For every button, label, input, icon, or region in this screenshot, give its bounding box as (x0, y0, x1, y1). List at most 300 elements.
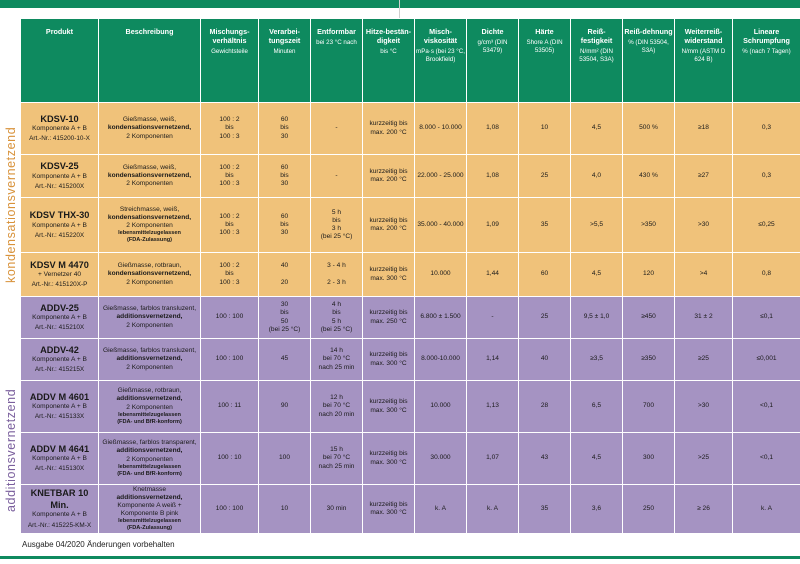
product-components: Komponente A + B (32, 403, 87, 411)
heat-resistance-cell (363, 155, 415, 198)
demold-cell (311, 253, 363, 297)
description-cell (99, 155, 201, 198)
pot-life-cell-line: 90 (280, 402, 289, 410)
table-row (21, 103, 800, 155)
heat-resistance-cell (363, 485, 415, 534)
demold-cell-line: 30 min (326, 504, 347, 512)
demold-cell-line: 4 h (331, 301, 342, 309)
heat-resistance-cell-line: kurzzeitig bis (369, 351, 408, 359)
top-accent-bar (0, 0, 800, 8)
column-header-unit: % (DIN 53504, S3A) (628, 39, 669, 54)
description-cell-line: 2 Komponenten (126, 363, 173, 371)
description-cell-line: lebensmittelzugelassen (118, 463, 181, 470)
column-header-title: Beschreibung (125, 27, 174, 36)
article-number: Art.-Nr.: 415220X (34, 231, 85, 239)
column-header (571, 19, 623, 103)
description-cell-line: 2 Komponenten (126, 403, 173, 411)
shrinkage-cell: ≤0,25 (733, 198, 800, 253)
product-cell (21, 339, 99, 381)
mix-ratio-cell-line: bis (225, 124, 234, 132)
demold-cell-line: nach 25 min (318, 462, 355, 470)
viscosity-cell: k. A (415, 485, 467, 534)
mix-ratio-cell-line: 100 : 100 (215, 355, 244, 363)
tear-resistance-cell: >30 (675, 198, 733, 253)
mix-ratio-cell-line: 100 : 3 (219, 278, 240, 286)
description-cell-line: (FDA- und BfR-konform) (117, 470, 182, 477)
description-cell-line: additionsvernetzend, (116, 493, 183, 501)
tear-resistance-cell: 31 ± 2 (675, 297, 733, 339)
demold-cell (311, 103, 363, 155)
column-header-unit: Minuten (273, 48, 296, 55)
hardness-cell: 10 (519, 103, 571, 155)
heat-resistance-cell-line: kurzzeitig bis (369, 167, 408, 175)
product-name: KDSV-10 (40, 113, 79, 124)
demold-cell-line: - (335, 124, 338, 132)
mix-ratio-cell-line: 100 : 100 (215, 313, 244, 321)
product-name: ADDV-42 (40, 344, 79, 355)
pot-life-cell-line: bis (280, 309, 289, 317)
product-name: KNETBAR 10 Min. (30, 488, 89, 510)
demold-cell-line: (bei 25 °C) (320, 233, 353, 241)
pot-life-cell-line: 45 (280, 355, 289, 363)
product-cell (21, 485, 99, 534)
tensile-strength-cell: 9,5 ± 1,0 (571, 297, 623, 339)
viscosity-cell: 30.000 (415, 433, 467, 485)
pot-life-cell-line: bis (280, 171, 289, 179)
heat-resistance-cell (363, 297, 415, 339)
shrinkage-cell: <0,1 (733, 381, 800, 433)
mix-ratio-cell-line: 100 : 100 (215, 504, 244, 512)
description-cell-line: Gießmasse, farblos transluzent, (102, 305, 197, 313)
tensile-strength-cell: 3,6 (571, 485, 623, 534)
elongation-cell: ≥350 (623, 339, 675, 381)
description-cell-line: 2 Komponenten (126, 278, 173, 286)
mix-ratio-cell-line: bis (225, 220, 234, 228)
demold-cell-line: (bei 25 °C) (320, 325, 353, 333)
table-row (21, 339, 800, 381)
hardness-cell: 35 (519, 198, 571, 253)
elongation-cell: 250 (623, 485, 675, 534)
description-cell (99, 198, 201, 253)
heat-resistance-cell (363, 381, 415, 433)
description-cell-line: Gießmasse, weiß, (122, 116, 177, 124)
tear-resistance-cell: ≥18 (675, 103, 733, 155)
description-cell-line: additionsvernetzend, (116, 447, 183, 455)
column-header-unit: Shore A (DIN 53505) (526, 39, 563, 54)
description-cell-line: (FDA-Zulassung) (126, 237, 173, 244)
product-cell (21, 297, 99, 339)
tear-resistance-cell: ≥27 (675, 155, 733, 198)
pot-life-cell-line (260, 270, 309, 278)
demold-cell (311, 381, 363, 433)
table-row (21, 198, 800, 253)
description-cell-line: 2 Komponenten (126, 455, 173, 463)
pot-life-cell-line: 20 (280, 278, 289, 286)
description-cell-line: additionsvernetzend, (116, 313, 183, 321)
column-header-title: Weiterreiß-widerstand (684, 27, 723, 45)
viscosity-cell: 10.000 (415, 381, 467, 433)
mix-ratio-cell (201, 339, 259, 381)
heat-resistance-cell (363, 253, 415, 297)
mix-ratio-cell-line: 100 : 2 (219, 262, 240, 270)
shrinkage-cell: k. A (733, 485, 800, 534)
heat-resistance-cell-line: max. 200 °C (370, 176, 407, 183)
pot-life-cell (259, 339, 311, 381)
viscosity-cell: 8.000-10.000 (415, 339, 467, 381)
footer-note: Ausgabe 04/2020 Änderungen vorbehalten (22, 540, 175, 549)
tensile-strength-cell: 4,0 (571, 155, 623, 198)
heat-resistance-cell-line: max. 300 °C (370, 406, 407, 414)
column-header-title: Entformbar (317, 27, 356, 36)
product-components: Komponente A + B (32, 221, 87, 229)
column-header-title: Mischungs-verhältnis (209, 27, 250, 45)
viscosity-cell: 8.000 - 10.000 (415, 103, 467, 155)
heat-resistance-cell (363, 198, 415, 253)
mix-ratio-cell (201, 103, 259, 155)
shrinkage-cell: ≤0,1 (733, 297, 800, 339)
heat-resistance-cell-line: kurzzeitig bis (369, 398, 408, 406)
heat-resistance-cell (363, 433, 415, 485)
product-components: Komponente A + B (32, 455, 87, 463)
description-cell-line: kondensationsvernetzend, (107, 213, 192, 221)
column-header (363, 19, 415, 103)
shrinkage-cell: 0,3 (733, 103, 800, 155)
pot-life-cell-line: 30 (280, 229, 289, 237)
product-components: Komponente A + B (32, 356, 87, 364)
table-row (21, 381, 800, 433)
elongation-cell: ≥450 (623, 297, 675, 339)
heat-resistance-cell-line: kurzzeitig bis (369, 500, 408, 508)
column-header-unit: bis °C (380, 48, 397, 55)
pot-life-cell (259, 381, 311, 433)
pot-life-cell (259, 485, 311, 534)
tensile-strength-cell: 4,5 (571, 433, 623, 485)
product-components: Komponente A + B (32, 172, 87, 180)
column-header-unit: % (nach 7 Tagen) (742, 48, 791, 55)
description-cell-line: 2 Komponenten (126, 321, 173, 329)
tensile-strength-cell: >5,5 (571, 198, 623, 253)
column-header-title: Härte (535, 27, 554, 36)
tensile-strength-cell: 4,5 (571, 103, 623, 155)
demold-cell-line: 3 h (331, 225, 342, 232)
elongation-cell: >350 (623, 198, 675, 253)
product-name: KDSV-25 (40, 161, 79, 172)
pot-life-cell (259, 198, 311, 253)
description-cell-line: (FDA-Zulassung) (126, 525, 173, 532)
description-cell-line: kondensationsvernetzend, (107, 124, 192, 132)
product-cell (21, 433, 99, 485)
description-cell (99, 339, 201, 381)
table-row (21, 253, 800, 297)
mix-ratio-cell-line: 100 : 3 (219, 132, 240, 140)
hardness-cell: 28 (519, 381, 571, 433)
demold-cell-line: nach 25 min (318, 363, 355, 371)
mix-ratio-cell (201, 253, 259, 297)
mix-ratio-cell (201, 297, 259, 339)
article-number: Art.-Nr.: 415210X (34, 324, 85, 332)
heat-resistance-cell-line: kurzzeitig bis (369, 309, 408, 317)
mix-ratio-cell (201, 198, 259, 253)
description-cell (99, 253, 201, 297)
table-row (21, 485, 800, 534)
heat-resistance-cell (363, 339, 415, 381)
description-cell (99, 103, 201, 155)
pot-life-cell-line: 60 (280, 116, 289, 124)
demold-cell (311, 155, 363, 198)
product-components: Komponente A + B (32, 511, 87, 519)
heat-resistance-cell-line: max. 250 °C (370, 317, 407, 325)
pot-life-cell-line: 40 (280, 262, 289, 270)
description-cell (99, 485, 201, 534)
tear-resistance-cell: ≥ 26 (675, 485, 733, 534)
product-components: Komponente A + B (32, 125, 87, 133)
article-number: Art.-Nr.: 415120X-P (31, 281, 88, 289)
table-row (21, 433, 800, 485)
tensile-strength-cell: ≥3,5 (571, 339, 623, 381)
product-name: ADDV M 4601 (29, 391, 90, 402)
column-header-title: Produkt (45, 27, 74, 36)
pot-life-cell-line: 30 (280, 132, 289, 140)
description-cell-line: 2 Komponenten (126, 222, 173, 230)
viscosity-cell: 22.000 - 25.000 (415, 155, 467, 198)
product-cell (21, 198, 99, 253)
pot-life-cell-line: (bei 25 °C) (268, 325, 301, 333)
mix-ratio-cell-line: 100 : 2 (219, 163, 240, 171)
description-cell-line: 2 Komponenten (126, 132, 173, 140)
hardness-cell: 60 (519, 253, 571, 297)
pot-life-cell-line: 50 (280, 317, 289, 325)
heat-resistance-cell-line: kurzzeitig bis (369, 266, 408, 274)
column-header-unit: N/mm² (DIN 53504, S3A) (579, 48, 614, 63)
article-number: Art.-Nr.: 415130X (34, 465, 85, 473)
column-header (519, 19, 571, 103)
table-body (21, 103, 800, 534)
article-number: Art.-Nr.: 415225-KM-X (27, 521, 92, 529)
tear-resistance-cell: >30 (675, 381, 733, 433)
demold-cell-line: 12 h (330, 394, 343, 402)
description-cell-line: Gießmasse, rotbraun, (117, 262, 182, 270)
product-components: + Vernetzer 40 (37, 271, 82, 279)
demold-cell-line: bis (332, 309, 341, 317)
demold-cell-line (312, 270, 361, 278)
demold-cell-line: 5 h (331, 317, 342, 325)
column-header (733, 19, 800, 103)
density-cell: 1,08 (467, 155, 519, 198)
description-cell-line: kondensationsvernetzend, (107, 171, 192, 179)
description-cell-line: additionsvernetzend, (116, 395, 183, 403)
pot-life-cell (259, 155, 311, 198)
pot-life-cell-line: 100 (278, 454, 290, 462)
article-number: Art.-Nr.: 415200X (34, 182, 85, 190)
product-cell (21, 103, 99, 155)
pot-life-cell-line: 30 (280, 301, 289, 309)
column-header (311, 19, 363, 103)
page-fold-line (399, 0, 400, 18)
mix-ratio-cell-line: bis (225, 270, 234, 278)
viscosity-cell: 6.800 ± 1.500 (415, 297, 467, 339)
column-header-unit: bei 23 °C nach (316, 39, 357, 46)
elongation-cell: 300 (623, 433, 675, 485)
side-label-kondensation: kondensationsvernetzend (4, 126, 18, 283)
description-cell (99, 381, 201, 433)
description-cell-line: Gießmasse, rotbraun, (117, 387, 182, 395)
density-cell: 1,44 (467, 253, 519, 297)
description-cell (99, 433, 201, 485)
tensile-strength-cell: 4,5 (571, 253, 623, 297)
demold-cell-line: bei 70 °C (322, 454, 351, 462)
demold-cell-line: 14 h (330, 347, 343, 355)
article-number: Art.-Nr.: 415133X (34, 413, 85, 421)
heat-resistance-cell-line: kurzzeitig bis (369, 450, 408, 458)
mix-ratio-cell (201, 381, 259, 433)
mix-ratio-cell (201, 485, 259, 534)
density-cell: 1,09 (467, 198, 519, 253)
shrinkage-cell: <0,1 (733, 433, 800, 485)
bottom-accent-bar (0, 556, 800, 559)
column-header (99, 19, 201, 103)
tear-resistance-cell: >4 (675, 253, 733, 297)
heat-resistance-cell-line: max. 300 °C (370, 458, 407, 466)
column-header-title: Lineare Schrumpfung (743, 27, 790, 45)
product-name: KDSV M 4470 (30, 259, 89, 270)
description-cell-line: Streichmasse, weiß, (119, 205, 180, 213)
mix-ratio-cell (201, 155, 259, 198)
heat-resistance-cell (363, 103, 415, 155)
product-name: ADDV-25 (40, 302, 79, 313)
pot-life-cell-line: 60 (280, 212, 289, 220)
description-cell-line: additionsvernetzend, (116, 355, 183, 363)
column-header-unit: mPa·s (bei 23 °C, Brookfield) (416, 48, 465, 63)
hardness-cell: 43 (519, 433, 571, 485)
column-header (675, 19, 733, 103)
mix-ratio-cell-line: 100 : 3 (219, 180, 240, 188)
column-header-title: Reiß-dehnung (624, 27, 673, 36)
tear-resistance-cell: ≥25 (675, 339, 733, 381)
column-header (21, 19, 99, 103)
demold-cell (311, 339, 363, 381)
description-cell-line: Knetmasse (133, 485, 166, 493)
mix-ratio-cell-line: 100 : 2 (219, 212, 240, 220)
tear-resistance-cell: >25 (675, 433, 733, 485)
shrinkage-cell: 0,3 (733, 155, 800, 198)
column-header-title: Verarbei-tungszeit (268, 27, 301, 45)
demold-cell-line: bei 70 °C (322, 355, 351, 363)
mix-ratio-cell-line: 100 : 11 (217, 402, 242, 410)
column-header (623, 19, 675, 103)
product-components: Komponente A + B (32, 314, 87, 322)
mix-ratio-cell-line: 100 : 10 (217, 454, 242, 462)
elongation-cell: 700 (623, 381, 675, 433)
density-cell: 1,13 (467, 381, 519, 433)
description-cell-line: 2 Komponenten (126, 180, 173, 188)
column-header-title: Reiß-festigkeit (580, 27, 613, 45)
heat-resistance-cell-line: kurzzeitig bis (369, 216, 408, 224)
pot-life-cell (259, 253, 311, 297)
description-cell-line: Gießmasse, farblos transparent, (102, 439, 197, 447)
hardness-cell: 25 (519, 297, 571, 339)
shrinkage-cell: ≤0,001 (733, 339, 800, 381)
heat-resistance-cell-line: kurzzeitig bis (369, 120, 408, 128)
description-cell (99, 297, 201, 339)
demold-cell-line: 2 - 3 h (327, 278, 346, 286)
product-cell (21, 155, 99, 198)
description-cell-line: Gießmasse, weiß, (122, 163, 177, 171)
description-cell-line: lebensmittelzugelassen (118, 411, 181, 418)
demold-cell (311, 297, 363, 339)
elongation-cell: 430 % (623, 155, 675, 198)
mix-ratio-cell (201, 433, 259, 485)
pot-life-cell (259, 433, 311, 485)
pot-life-cell-line: 10 (280, 504, 289, 512)
pot-life-cell-line: bis (280, 220, 289, 228)
density-cell: - (467, 297, 519, 339)
hardness-cell: 25 (519, 155, 571, 198)
product-name: ADDV M 4641 (29, 443, 90, 454)
heat-resistance-cell-line: max. 200 °C (370, 128, 407, 136)
demold-cell-line: bei 70 °C (322, 402, 351, 410)
demold-cell-line: 3 - 4 h (327, 262, 346, 270)
product-cell (21, 381, 99, 433)
product-table (20, 18, 800, 534)
article-number: Art.-Nr.: 415215X (34, 366, 85, 374)
demold-cell-line: nach 20 min (318, 410, 355, 418)
density-cell: 1,07 (467, 433, 519, 485)
product-name: KDSV THX-30 (29, 210, 90, 221)
description-cell-line: Komponente A weiß + (117, 502, 182, 510)
pot-life-cell-line: 30 (280, 180, 289, 188)
description-cell-line: Komponente B pink (120, 510, 179, 518)
column-header (415, 19, 467, 103)
column-header (201, 19, 259, 103)
demold-cell (311, 485, 363, 534)
pot-life-cell (259, 297, 311, 339)
product-cell (21, 253, 99, 297)
shrinkage-cell: 0,8 (733, 253, 800, 297)
side-label-addition: additionsvernetzend (4, 388, 18, 512)
description-cell-line: lebensmittelzugelassen (118, 518, 181, 525)
table-row (21, 155, 800, 198)
column-header-title: Dichte (481, 27, 504, 36)
elongation-cell: 500 % (623, 103, 675, 155)
heat-resistance-cell-line: max. 300 °C (370, 274, 407, 282)
pot-life-cell (259, 103, 311, 155)
demold-cell-line: 15 h (330, 446, 343, 454)
demold-cell (311, 433, 363, 485)
tensile-strength-cell: 6,5 (571, 381, 623, 433)
column-header (259, 19, 311, 103)
demold-cell-line: bis (332, 216, 341, 224)
description-cell-line: (FDA- und BfR-konform) (117, 418, 182, 425)
demold-cell (311, 198, 363, 253)
density-cell: 1,08 (467, 103, 519, 155)
column-header-title: Hitze-bestän-digkeit (365, 27, 412, 45)
mix-ratio-cell-line: 100 : 2 (219, 116, 240, 124)
density-cell: k. A (467, 485, 519, 534)
table-header-row (21, 19, 800, 103)
density-cell: 1,14 (467, 339, 519, 381)
heat-resistance-cell-line: max. 200 °C (370, 225, 407, 232)
column-header-unit: Gewichtsteile (211, 48, 248, 55)
article-number: Art.-Nr.: 415200-10-X (29, 135, 90, 143)
mix-ratio-cell-line: 100 : 3 (219, 229, 240, 237)
column-header-unit: N/mm (ASTM D 624 B) (681, 48, 726, 63)
elongation-cell: 120 (623, 253, 675, 297)
viscosity-cell: 10.000 (415, 253, 467, 297)
pot-life-cell-line: bis (280, 124, 289, 132)
description-cell-line: Gießmasse, farblos transluzent, (102, 347, 197, 355)
viscosity-cell: 35.000 - 40.000 (415, 198, 467, 253)
demold-cell-line: 5 h (331, 208, 342, 216)
